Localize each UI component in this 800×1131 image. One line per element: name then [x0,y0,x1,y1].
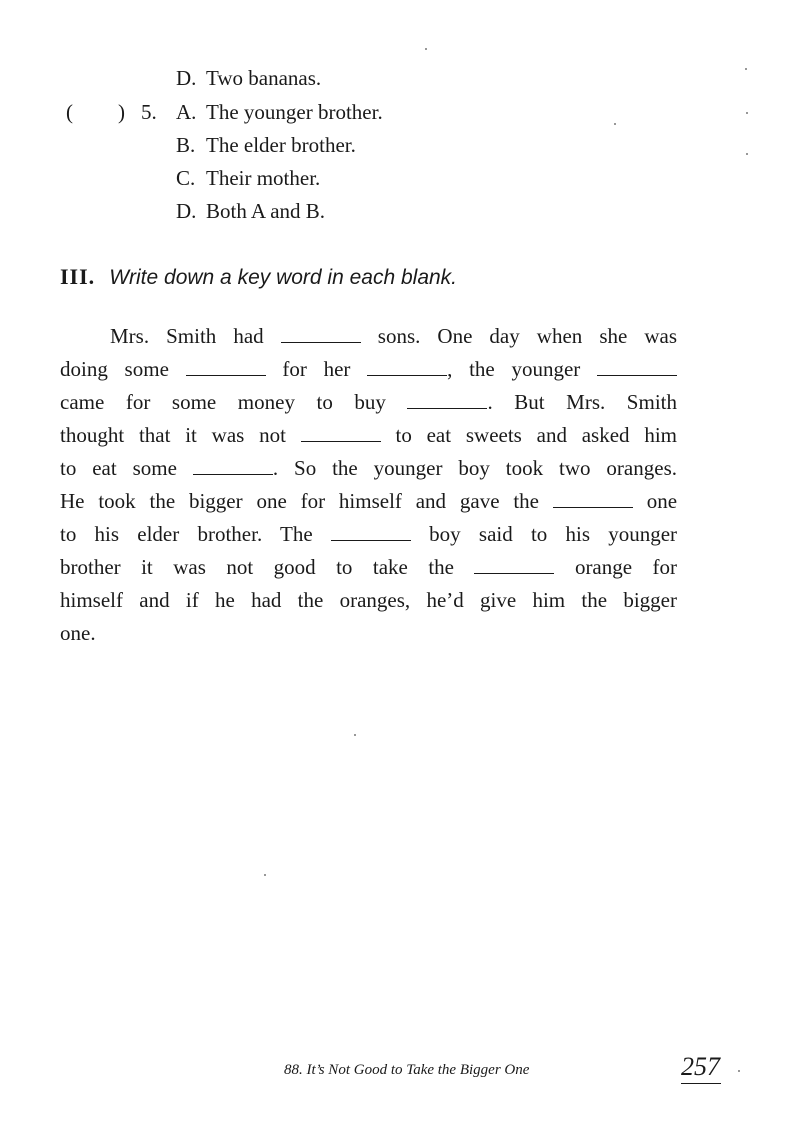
option-text: The elder brother. [206,133,356,157]
passage-text: came for some money to buy [60,390,386,414]
passage-text: . So the younger boy took two oranges. [272,456,677,480]
blank-2[interactable] [186,357,266,376]
scan-speck [745,68,747,70]
passage-text: . But Mrs. Smith [487,390,677,414]
running-footer: 88. It’s Not Good to Take the Bigger One [284,1062,530,1078]
section-numeral: III. [60,264,96,289]
passage-text: orange for [574,555,678,579]
blank-5[interactable] [407,390,487,409]
passage-line [60,386,677,419]
scan-speck [354,734,356,736]
blank-8[interactable] [553,489,633,508]
question-number: 5. [141,100,157,124]
passage-line [60,584,677,617]
scan-speck [746,112,748,114]
passage-line [60,320,677,353]
passage-text: brother it was not good to take the [60,555,454,579]
blank-6[interactable] [301,423,381,442]
passage-text: to his elder brother. The [60,522,313,546]
option-text: Their mother. [206,166,321,190]
passage-text: to eat sweets and asked him [395,423,677,447]
passage-text: doing some [60,357,169,381]
page-number-rule [681,1083,721,1084]
option-text: Two bananas. [206,66,322,90]
option-letter: C. [176,166,196,190]
passage-line [60,419,677,452]
option-letter: D. [176,66,197,90]
passage-text: himself and if he had the oranges, he’d give him the bigger [60,588,677,612]
section-instruction: Write down a key word in each blank. [109,266,458,289]
passage-line [60,551,677,584]
blank-7[interactable] [193,456,273,475]
question5-option-d [176,197,325,225]
passage-text: one [646,489,678,513]
scan-speck [425,48,427,50]
scan-speck [746,153,748,155]
question5-option-a [176,98,383,126]
option-letter: D. [176,199,197,223]
option-letter: B. [176,133,196,157]
passage-line [60,518,677,551]
option-text: Both A and B. [206,199,326,223]
passage-line [60,353,677,386]
blank-4[interactable] [597,357,677,376]
blank-9[interactable] [331,522,411,541]
passage-line [60,452,677,485]
answer-bracket-close: ) [118,100,125,124]
blank-1[interactable] [281,324,361,343]
passage-line [60,485,677,518]
blank-3[interactable] [367,357,447,376]
passage-text: to eat some [60,456,177,480]
passage-text: He took the bigger one for himself and gave the [60,489,540,513]
passage-text: one. [60,621,96,645]
option-letter: A. [176,100,197,124]
blank-10[interactable] [474,555,554,574]
scan-speck [738,1070,740,1072]
answer-bracket-open: ( [66,100,73,124]
option-text: The younger brother. [206,100,383,124]
passage-text: Mrs. Smith had [110,324,264,348]
cloze-passage [60,320,677,650]
passage-text: boy said to his younger [429,522,678,546]
scan-speck [614,123,616,125]
scan-speck [264,874,266,876]
passage-text: , the younger [447,357,581,381]
passage-line [60,617,677,650]
section-heading [60,264,457,290]
previous-option-d [176,64,321,92]
passage-text: thought that it was not [60,423,286,447]
passage-text: for her [282,357,351,381]
question5-option-b [176,131,356,159]
question5-option-c [176,164,320,192]
page-number: 257 [681,1052,720,1081]
passage-text: sons. One day when she was [377,324,678,348]
